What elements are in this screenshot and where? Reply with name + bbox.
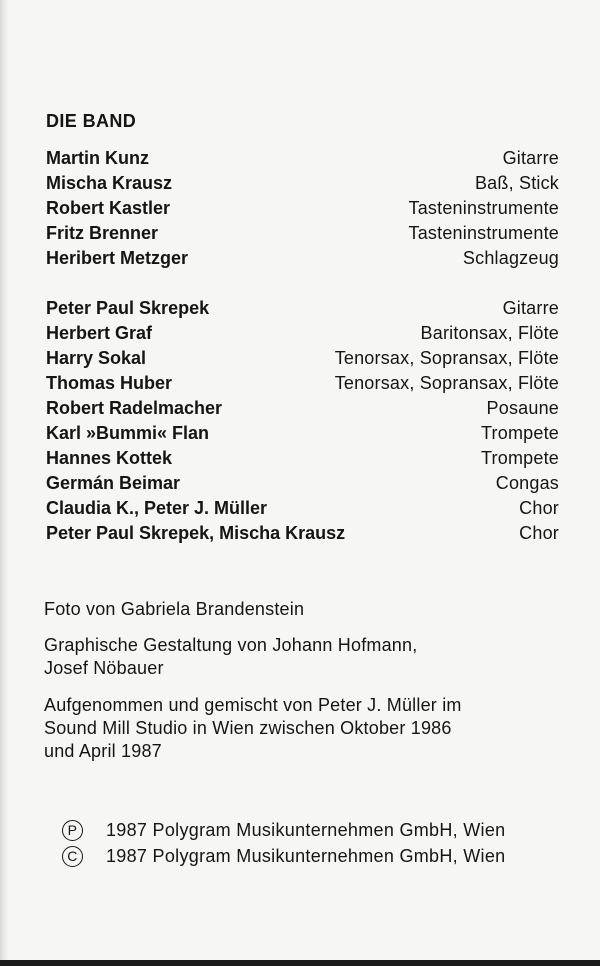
guest-instrument: Baritonsax, Flöte [420, 323, 559, 343]
guest-musicians-list [46, 296, 559, 546]
guest-name: Harry Sokal [46, 348, 147, 368]
design-credit-line: Josef Nöbauer [44, 658, 164, 678]
member-instrument: Tasteninstrumente [408, 223, 559, 243]
guest-name: Hannes Kottek [46, 448, 173, 468]
guest-row [46, 371, 559, 396]
guest-row [46, 396, 559, 421]
paper-edge-left [0, 0, 9, 966]
member-name: Heribert Metzger [46, 248, 189, 268]
guest-row [46, 296, 559, 321]
band-member-row [46, 171, 559, 196]
recording-credit [44, 694, 584, 763]
guest-name: Peter Paul Skrepek, Mischa Krausz [46, 523, 346, 543]
guest-row [46, 421, 559, 446]
copyright-notice [62, 844, 592, 868]
guest-instrument: Posaune [486, 398, 559, 418]
guest-row [46, 471, 559, 496]
guest-name: Germán Beimar [46, 473, 181, 493]
band-member-row [46, 196, 559, 221]
recording-credit-line: Sound Mill Studio in Wien zwischen Oktober 1986 [44, 718, 452, 738]
band-member-row [46, 221, 559, 246]
member-name: Mischa Krausz [46, 173, 173, 193]
recording-credit-line: Aufgenommen und gemischt von Peter J. Müller im [44, 695, 462, 715]
guest-name: Robert Radelmacher [46, 398, 223, 418]
band-member-row [46, 146, 559, 171]
guest-name: Thomas Huber [46, 373, 173, 393]
design-credit [44, 634, 584, 680]
member-instrument: Baß, Stick [474, 173, 559, 193]
guest-row [46, 496, 559, 521]
band-heading: DIE BAND [46, 111, 137, 131]
design-credit-line: Graphische Gestaltung von Johann Hofmann, [44, 635, 418, 655]
copyright-icon: C [62, 846, 83, 867]
guest-instrument: Chor [519, 523, 559, 543]
photo-credit [44, 598, 584, 621]
guest-name: Karl »Bummi« Flan [46, 423, 210, 443]
guest-row [46, 321, 559, 346]
copyright-text: 1987 Polygram Musikunternehmen GmbH, Wien [106, 820, 506, 840]
guest-name: Herbert Graf [46, 323, 153, 343]
band-member-row [46, 246, 559, 271]
sound-recording-copyright-icon: P [62, 820, 83, 841]
member-instrument: Schlagzeug [462, 248, 559, 268]
paper-edge-bottom [0, 960, 600, 966]
guest-name: Peter Paul Skrepek [46, 298, 210, 318]
member-instrument: Tasteninstrumente [408, 198, 559, 218]
guest-instrument: Chor [519, 498, 559, 518]
guest-instrument: Tenorsax, Sopransax, Flöte [334, 348, 559, 368]
guest-instrument: Trompete [481, 448, 559, 468]
guest-instrument: Trompete [481, 423, 559, 443]
guest-instrument: Congas [495, 473, 559, 493]
recording-credit-line: und April 1987 [44, 741, 162, 761]
member-name: Martin Kunz [46, 148, 149, 168]
guest-name: Claudia K., Peter J. Müller [46, 498, 268, 518]
guest-instrument: Tenorsax, Sopransax, Flöte [334, 373, 559, 393]
copyright-text: 1987 Polygram Musikunternehmen GmbH, Wien [106, 846, 506, 866]
phonographic-copyright [62, 818, 592, 842]
guest-row [46, 446, 559, 471]
guest-instrument: Gitarre [502, 298, 559, 318]
member-name: Robert Kastler [46, 198, 171, 218]
band-core-list [46, 146, 559, 271]
member-name: Fritz Brenner [46, 223, 159, 243]
guest-row [46, 521, 559, 546]
member-instrument: Gitarre [502, 148, 559, 168]
photo-credit-line: Foto von Gabriela Brandenstein [44, 599, 305, 619]
guest-row [46, 346, 559, 371]
